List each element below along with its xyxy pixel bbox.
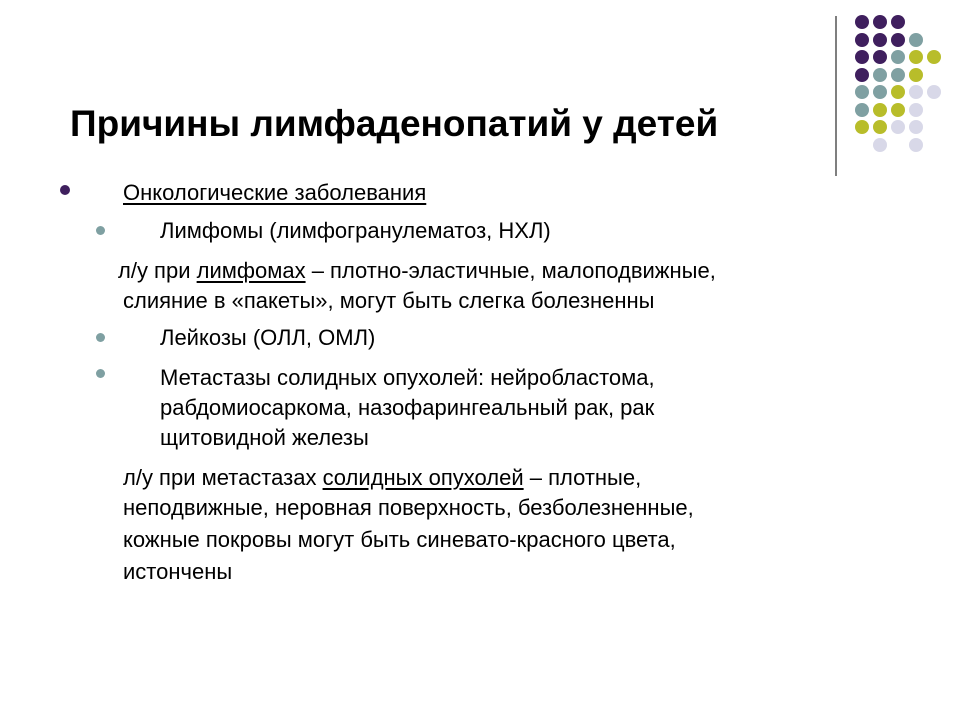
decorative-dot (909, 103, 923, 117)
decorative-dot (891, 68, 905, 82)
decorative-dot (855, 85, 869, 99)
divider-line (835, 16, 837, 176)
decorative-dot (873, 138, 887, 152)
bullet-sub (96, 226, 105, 235)
metastases-lymph-nodes-line3: кожные покровы могут быть синевато-красного цвета, (123, 527, 676, 552)
decorative-dot (855, 103, 869, 117)
item-metastases-line2: рабдомиосаркома, назофарингеальный рак, рак (160, 395, 655, 420)
decorative-dot (891, 33, 905, 47)
item-lymphomas: Лимфомы (лимфогранулематоз, НХЛ) (160, 218, 551, 243)
decorative-dot (855, 15, 869, 29)
decorative-dot (873, 33, 887, 47)
decorative-dot (873, 50, 887, 64)
lymphoma-lymph-nodes-line1 (118, 256, 716, 286)
decorative-dot (855, 50, 869, 64)
decorative-dot (873, 120, 887, 134)
decorative-dot (873, 15, 887, 29)
metastases-suffix: – плотные, (523, 465, 642, 490)
lymphoma-prefix: л/у при (118, 258, 197, 283)
decorative-dot (927, 85, 941, 99)
decorative-dot (891, 15, 905, 29)
bullet-sub (96, 369, 105, 378)
lymphoma-lymph-nodes-line2: слияние в «пакеты», могут быть слегка болезненны (123, 288, 655, 313)
decorative-dot (855, 33, 869, 47)
metastases-term: солидных опухолей (322, 465, 524, 490)
decorative-dot (891, 50, 905, 64)
item-metastases-line1: Метастазы солидных опухолей: нейробластома, (160, 365, 655, 390)
decorative-dot (909, 120, 923, 134)
decorative-dot (909, 33, 923, 47)
metastases-lymph-nodes-line1 (123, 463, 641, 493)
decorative-dot (873, 68, 887, 82)
metastases-prefix: л/у при метастазах (123, 465, 323, 490)
decorative-dot (891, 103, 905, 117)
decorative-dot (891, 85, 905, 99)
decorative-dot (909, 68, 923, 82)
decorative-dot (891, 120, 905, 134)
decorative-dot (909, 85, 923, 99)
section-heading: Онкологические заболевания (123, 180, 427, 205)
metastases-lymph-nodes-line4: истончены (123, 559, 233, 584)
slide-title: Причины лимфаденопатий у детей (70, 103, 719, 144)
decorative-dot (873, 103, 887, 117)
bullet-sub (96, 333, 105, 342)
decorative-dot (909, 50, 923, 64)
decorative-dot (873, 85, 887, 99)
decorative-dot (855, 68, 869, 82)
metastases-lymph-nodes-line2: неподвижные, неровная поверхность, безболезненные, (123, 495, 694, 520)
decorative-dot (927, 50, 941, 64)
decorative-dot (855, 120, 869, 134)
lymphoma-term: лимфомах (196, 258, 306, 283)
lymphoma-suffix: – плотно-эластичные, малоподвижные, (305, 258, 716, 283)
item-leukoses: Лейкозы (ОЛЛ, ОМЛ) (160, 325, 376, 350)
decorative-dot (909, 138, 923, 152)
item-metastases-line3: щитовидной железы (160, 425, 369, 450)
bullet-main (60, 185, 70, 195)
